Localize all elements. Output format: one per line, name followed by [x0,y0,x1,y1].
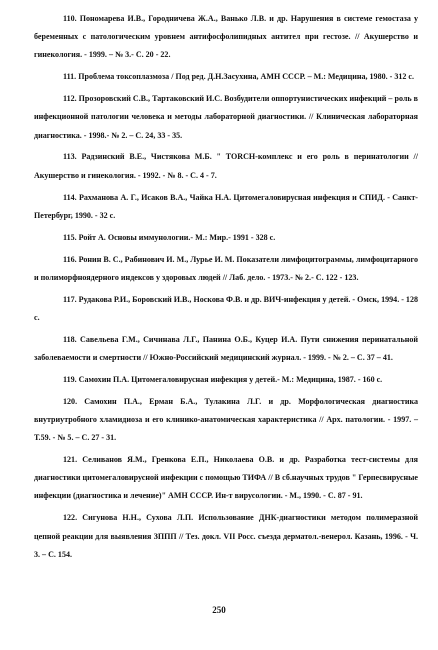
reference-item: 114. Рахманова А. Г., Исаков В.А., Чайка Н.А. Цитомегаловирусная инфекция и СПИД. - Санкт-Петербург, 1990. - 32 с. [34,192,418,220]
reference-item: 119. Самохин П.А. Цитомегаловирусная инфекция у детей.- М.: Медицина, 1987. - 160 с. [63,374,383,384]
reference-item: 110. Пономарева И.В., Городничева Ж.А., Ванько Л.В. и др. Нарушения в системе гемостаза у беременных с патологическим уровнем антифосфолипидных антител при гестозе. // Акушерство и гинекология. - 1999. – № 3.- С. 20 - 22. [34,14,418,60]
reference-item: 117. Рудакова Р.И., Боровский И.В., Носкова Ф.В. и др. ВИЧ-инфекция у детей. - Омск, 1994. - 128 с. [34,294,418,322]
reference-item: 111. Проблема токсоплазмоза / Под ред. Д.Н.Засухина, АМН СССР. – М.: Медицина, 1980. - 312 с. [63,72,415,82]
reference-item: 113. Радзинский В.Е., Чистякова М.Б. " TORCH-комплекс и его роль в перинатологии // Акушерство и гинекология. - 1992. - № 8. - С. 4 - 7. [34,152,418,180]
reference-item: 116. Ронин В. С., Рабинович И. М., Лурье И. М. Показатели лимфоцитограммы, лимфоцитарного и полиморфноядерного индексов у здоровых людей // Лаб. дело. - 1973.- № 2.- С. 122 - 123. [34,254,418,282]
reference-item: 112. Прозоровский С.В., Тартаковский И.С. Возбудители оппортунистических инфекций – роль в инфекционной патологии человека и методы лабораторной диагностики. // Клиническая лабораторная диагностика. - 1998.- № 2. – С. 24, 33 - 35. [34,94,418,140]
reference-item: 115. Ройт А. Основы иммунологии.- М.: Мир.- 1991 - 328 с. [63,232,276,242]
reference-list [34,10,418,568]
page-number: 250 [212,605,226,615]
reference-item: 118. Савельева Г.М., Сичинава Л.Г., Панина О.Б., Куцер И.А. Пути снижения перинатальной заболеваемости и смертности // Южно-Российский медицинский журнал. - 1999. - № 2. – С. 37 – 41. [34,334,418,362]
reference-item: 121. Селиванов Я.М., Гренкова Е.П., Николаева О.В. и др. Разработка тест-системы для диагностики цитомегаловирусной инфекции с помощью ТИФА // В сб.научных трудов " Герпесвирусные инфекции (диагностика и лечение)" АМН СССР. Ин-т вирусологии. - М., 1990. - С. 87 - 91. [34,455,418,501]
reference-item: 122. Сигунова Н.Н., Сухова Л.П. Использование ДНК-диагностики методом полимеразной цепной реакции для выявления ЗППП // Тез. докл. VII Росс. съезда дерматол.-венерол. Казань, 1996. - Ч. 3. – С. 154. [34,513,418,559]
reference-item: 120. Самохин П.А., Ерман Б.А., Тулакина Л.Г. и др. Морфологическая диагностика внутриутробного хламидиоза и его клинико-анатомическая характеристика // Арх. патологии. - 1997. – Т.59. - № 5. – С. 27 - 31. [34,396,418,443]
